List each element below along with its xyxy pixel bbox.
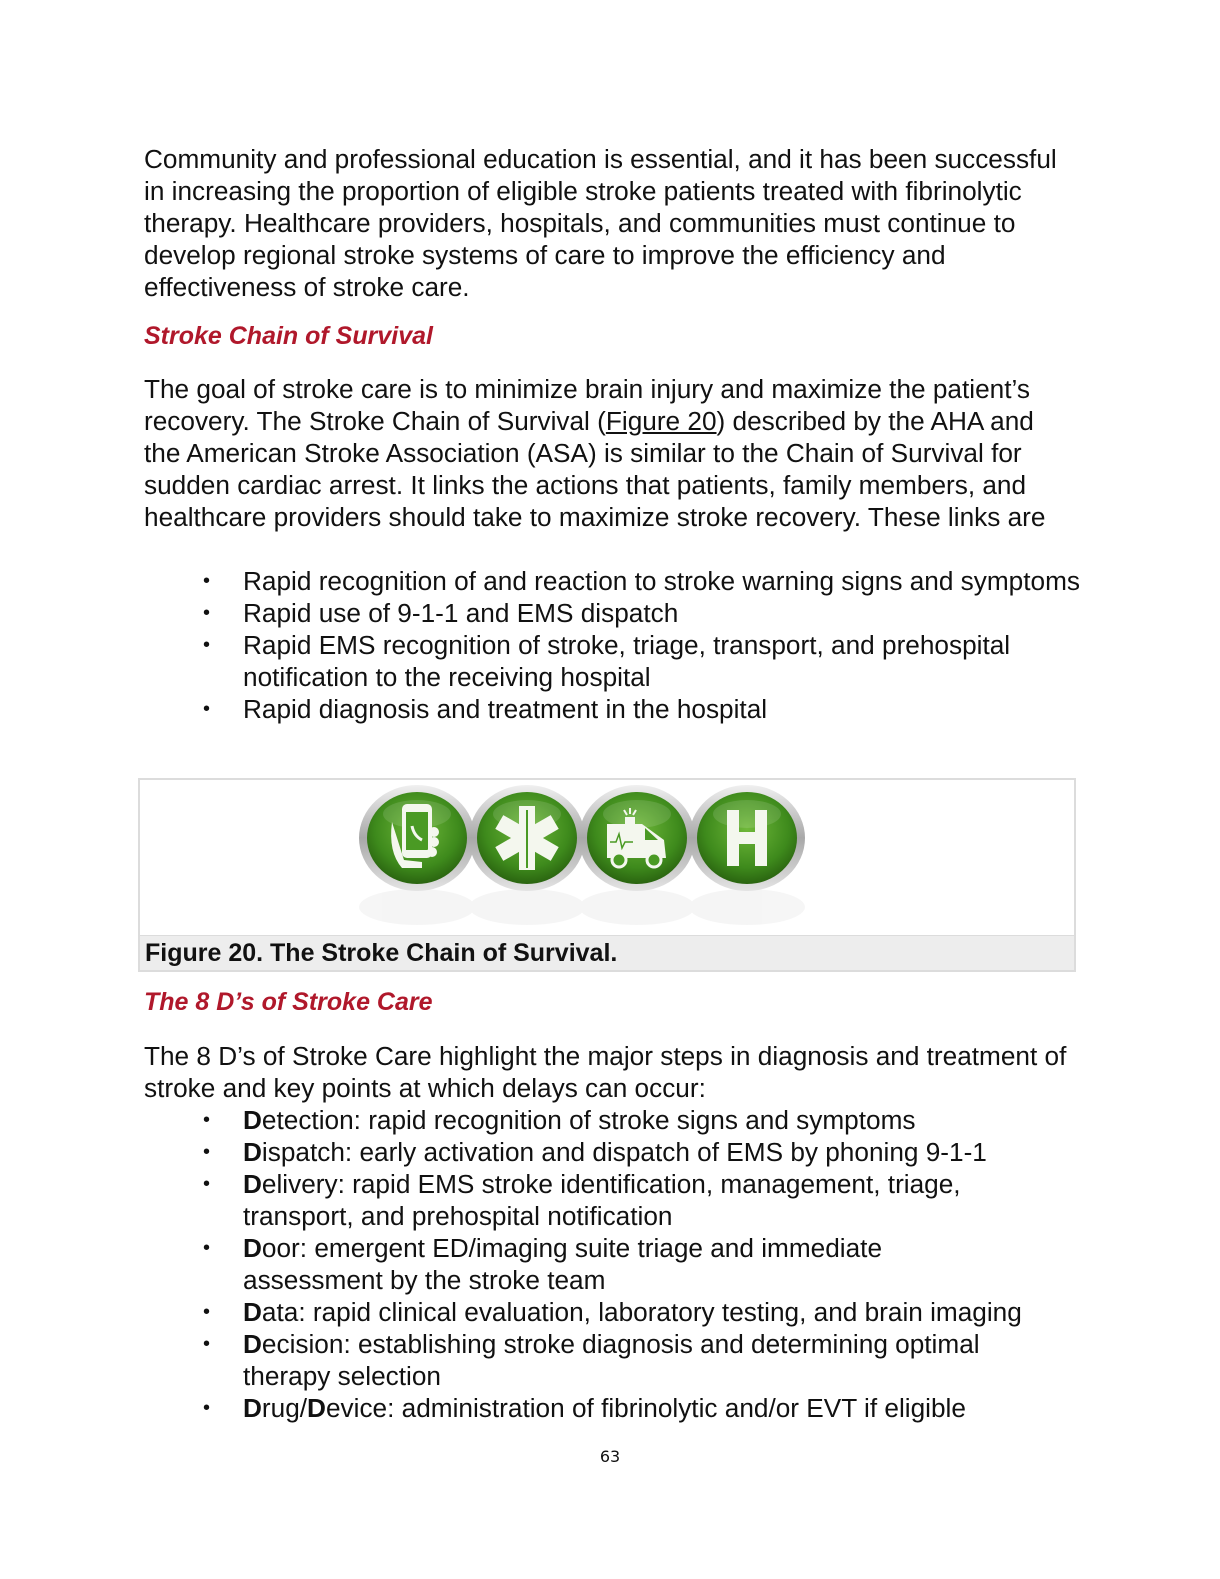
figure-20 <box>138 778 1076 972</box>
chain-of-survival-paragraph <box>144 373 1074 533</box>
list-item: • Drug/Device: administration of fibrinolytic and/or EVT if eligible <box>203 1393 966 1423</box>
page-number: 63 <box>599 1447 621 1466</box>
ambulance-icon <box>579 785 695 891</box>
list-item: • Delivery: rapid EMS stroke identification, management, triage, transport, and prehospital notification <box>203 1169 961 1231</box>
star-of-life-icon <box>469 785 585 891</box>
list-item: • Dispatch: early activation and dispatch of EMS by phoning 9-1-1 <box>203 1137 987 1167</box>
paragraph-text: The goal of stroke care is to minimize brain injury and maximize the patient’s recovery. The Stroke Chain of Survival ( <box>144 374 1030 436</box>
bullet-icon: • <box>203 1237 211 1259</box>
list-item: • Door: emergent ED/imaging suite triage and immediate assessment by the stroke team <box>203 1233 883 1295</box>
list-item: • Rapid EMS recognition of stroke, triage, transport, and prehospital notification to the receiving hospital <box>203 630 1011 692</box>
section-heading-chain-of-survival: Stroke Chain of Survival <box>144 322 433 350</box>
figure-image <box>140 780 1074 935</box>
intro-paragraph: Community and professional education is essential, and it has been successful in increasing the proportion of eligible stroke patients treated with fibrinolytic therapy. Healthcare providers, hospitals, and communities must continue to develop regional stroke systems of care to improve the efficiency and effectiveness of stroke care. <box>144 144 1057 302</box>
bullet-icon: • <box>203 1109 211 1131</box>
bullet-icon: • <box>203 698 211 720</box>
figure-caption: Figure 20. The Stroke Chain of Survival. <box>140 935 1074 970</box>
list-item: • Rapid recognition of and reaction to stroke warning signs and symptoms <box>203 566 1080 596</box>
stroke-chain-image <box>352 782 812 932</box>
bullet-icon: • <box>203 1333 211 1355</box>
bullet-icon: • <box>203 1301 211 1323</box>
8ds-list <box>0 1104 1100 1424</box>
8ds-paragraph: The 8 D’s of Stroke Care highlight the major steps in diagnosis and treatment of stroke and key points at which delays can occur: <box>144 1041 1067 1103</box>
chain-links-list <box>0 565 1100 725</box>
list-item: • Detection: rapid recognition of stroke signs and symptoms <box>203 1105 916 1135</box>
section-heading-8ds: The 8 D’s of Stroke Care <box>144 988 433 1016</box>
phone-in-hand-icon <box>359 785 475 891</box>
list-item: • Decision: establishing stroke diagnosis and determining optimal therapy selection <box>203 1329 980 1391</box>
paragraph-text: ) described by the AHA and the American Stroke Association (ASA) is similar to the Chain of Survival for sudden cardiac arrest. It links the actions that patients, family members, and healthcare providers should take to maximize stroke recovery. These links are <box>144 406 1046 532</box>
bullet-icon: • <box>203 634 211 656</box>
bullet-icon: • <box>203 1397 211 1419</box>
bullet-icon: • <box>203 602 211 624</box>
list-item: • Rapid use of 9-1-1 and EMS dispatch <box>203 598 679 628</box>
bullet-icon: • <box>203 570 211 592</box>
list-item: • Data: rapid clinical evaluation, laboratory testing, and brain imaging <box>203 1297 1022 1327</box>
bullet-icon: • <box>203 1173 211 1195</box>
bullet-icon: • <box>203 1141 211 1163</box>
hospital-h-icon <box>689 785 805 891</box>
figure-20-link[interactable]: Figure 20 <box>605 406 717 436</box>
list-item: • Rapid diagnosis and treatment in the hospital <box>203 694 768 724</box>
